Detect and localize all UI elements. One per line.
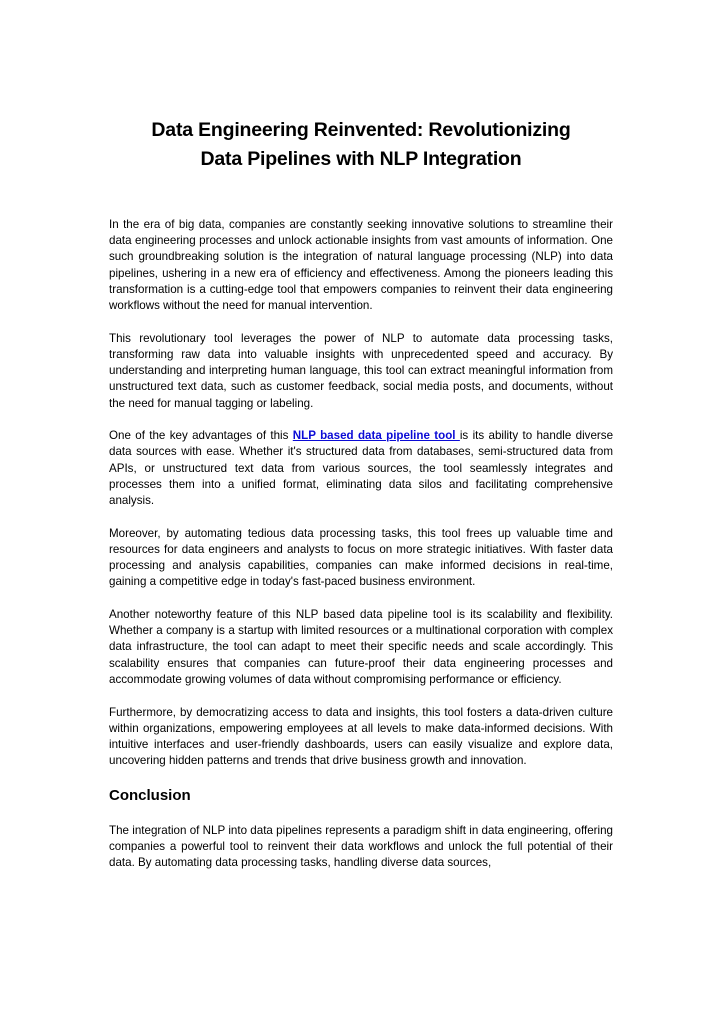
title-line-1: Data Engineering Reinvented: Revolutionizing <box>151 119 571 141</box>
document-page <box>109 0 613 888</box>
conclusion-heading: Conclusion <box>109 786 191 804</box>
paragraph-intro: In the era of big data, companies are constantly seeking innovative solutions to streamline their data engineering processes and unlock actionable insights from vast amounts of information. One such groundbreaking solution is the integration of natural language processing (NLP) into data pipelines, ushering in a new era of efficiency and effectiveness. Among the pioneers leading this transformation is a cutting-edge tool that empowers companies to reinvent their data engineering workflows without the need for manual intervention. <box>109 218 613 313</box>
nlp-pipeline-tool-link[interactable]: NLP based data pipeline tool <box>292 429 460 443</box>
title-line-2: Data Pipelines with NLP Integration <box>200 148 522 170</box>
paragraph-democratizing: Furthermore, by democratizing access to data and insights, this tool fosters a data-driven culture within organizations, empowering employees at all levels to make data-informed decisions. With intuitive interfaces and user-friendly dashboards, users can easily visualize and explore data, uncovering hidden patterns and trends that drive business growth and innovation. <box>109 705 613 768</box>
paragraph-text-after-link: is its ability to handle diverse data sources with ease. Whether it's structured data from databases, semi-structured data from APIs, or unstructured text data from various sources, the tool seamlessly integrates and processes them into a unified format, eliminating data silos and facilitating comprehensive analysis. <box>109 429 614 508</box>
document-title <box>109 116 613 174</box>
paragraph-conclusion: The integration of NLP into data pipelines represents a paradigm shift in data engineering, offering companies a powerful tool to reinvent their data workflows and unlock the full potential of their data. By automating data processing tasks, handling diverse data sources, <box>109 823 613 870</box>
paragraph-automation-benefits: Moreover, by automating tedious data processing tasks, this tool frees up valuable time and resources for data engineers and analysts to focus on more strategic initiatives. With faster data processing and analysis capabilities, companies can make informed decisions in real-time, gaining a competitive edge in today's fast-paced business environment. <box>109 526 613 589</box>
document-body <box>109 217 613 872</box>
paragraph-text-before-link: One of the key advantages of this <box>109 429 293 443</box>
paragraph-key-advantages <box>109 428 613 509</box>
paragraph-scalability: Another noteworthy feature of this NLP based data pipeline tool is its scalability and flexibility. Whether a company is a startup with limited resources or a multinational corporation with complex data infrastructure, the tool can adapt to meet their specific needs and scale accordingly. This scalability ensures that companies can future-proof their data engineering processes and accommodate growing volumes of data without compromising performance or efficiency. <box>109 608 613 686</box>
paragraph-nlp-automation: This revolutionary tool leverages the power of NLP to automate data processing tasks, transforming raw data into valuable insights with unprecedented speed and accuracy. By understanding and interpreting human language, this tool can extract meaningful information from unstructured text data, such as customer feedback, social media posts, and documents, without the need for manual tagging or labeling. <box>109 331 613 410</box>
